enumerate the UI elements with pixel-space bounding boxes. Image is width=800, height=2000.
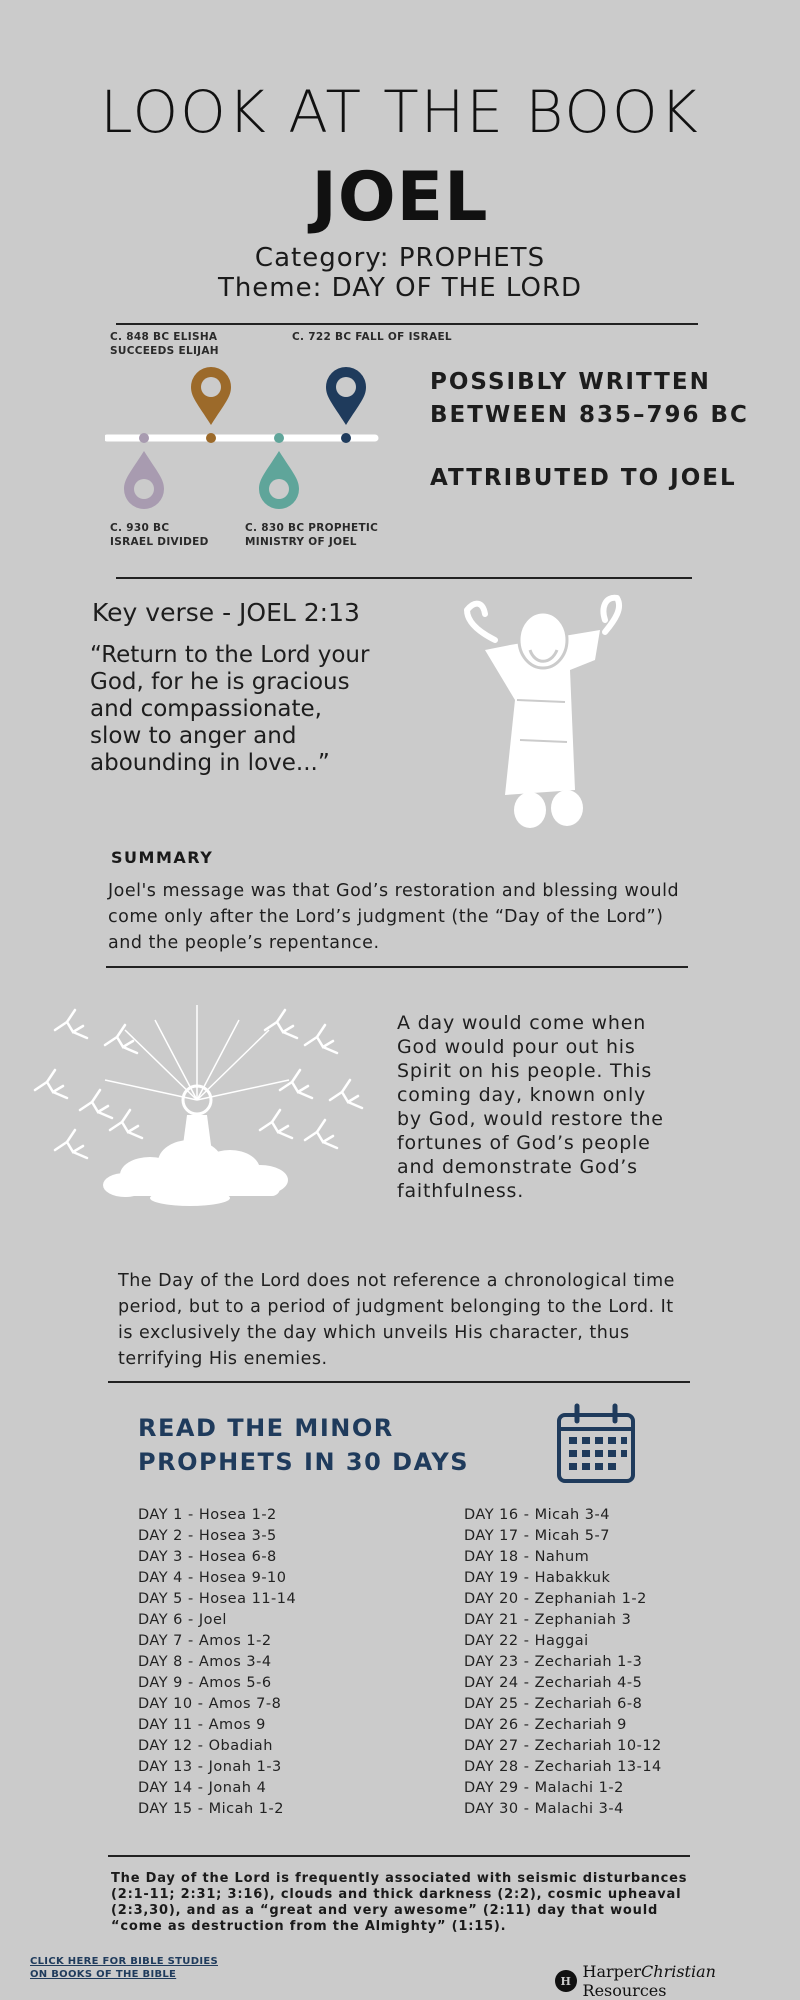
book-title: JOEL (311, 158, 489, 237)
category-line: Category: PROPHETS (254, 243, 546, 273)
timeline-label-830: C. 830 BC PROPHETIC MINISTRY OF JOEL (245, 522, 379, 548)
reading-day-item: DAY 13 - Jonah 1-3 (138, 1759, 282, 1775)
day-of-lord-text: The Day of the Lord does not reference a chronological time period, but to a period of judgment belonging to the Lord. It is exclusively the day which unveils His character, thus terrifying His enemies. (118, 1271, 675, 1369)
reading-plan-right-column (464, 1505, 662, 1820)
reading-day-item: DAY 11 - Amos 9 (138, 1717, 266, 1733)
reading-day-item: DAY 26 - Zechariah 9 (464, 1717, 627, 1733)
reading-plan-left-column (138, 1505, 296, 1820)
reading-day-item: DAY 21 - Zephaniah 3 (464, 1612, 632, 1628)
reading-day-item: DAY 4 - Hosea 9-10 (138, 1570, 287, 1586)
publisher-brand: H HarperChristian Resources (555, 1962, 800, 2000)
summary-text: Joel's message was that God’s restoration and blessing would come only after the Lord’s judgment (the “Day of the Lord”) and the people’s repentance. (108, 881, 680, 953)
reading-day-item: DAY 23 - Zechariah 1-3 (464, 1654, 643, 1670)
reading-day-item: DAY 18 - Nahum (464, 1549, 590, 1565)
reading-day-item: DAY 30 - Malachi 3-4 (464, 1801, 624, 1817)
divider (116, 577, 692, 579)
bible-studies-link[interactable]: CLICK HERE FOR BIBLE STUDIES ON BOOKS OF THE BIBLE (30, 1956, 218, 1980)
reading-day-item: DAY 14 - Jonah 4 (138, 1780, 267, 1796)
timeline-label-848: C. 848 BC ELISHA SUCCEEDS ELIJAH (110, 331, 219, 357)
day-coming-text: A day would come when God would pour out his Spirit on his people. This coming day, known only by God, would restore the fortunes of God’s people and demonstrate God’s faithfulness. (397, 1012, 664, 1202)
timeline-pin-722-icon (326, 367, 366, 443)
calendar-icon (555, 1403, 637, 1485)
reading-day-item: DAY 20 - Zephaniah 1-2 (464, 1591, 647, 1607)
theme-line: Theme: DAY OF THE LORD (217, 273, 583, 303)
divider (108, 1855, 690, 1857)
timeline-label-722: C. 722 BC FALL OF ISRAEL (292, 331, 452, 343)
timeline-label-930: C. 930 BC ISRAEL DIVIDED (110, 522, 209, 548)
footer-note: The Day of the Lord is frequently associated with seismic disturbances (2:1-11; 2:31; 3:16), clouds and thick darkness (2:2), cosmic upheaval (2:3,30), and as a “great and very awesome” (2:11) day that would “come as destruction from the Almighty” (1:15). (111, 1871, 688, 1934)
publisher-logo-icon: H (555, 1970, 577, 1992)
reading-day-item: DAY 3 - Hosea 6-8 (138, 1549, 277, 1565)
reading-day-item: DAY 17 - Micah 5-7 (464, 1528, 610, 1544)
angels-clouds-illustration-icon (15, 1000, 380, 1210)
timeline-pin-930-icon (124, 433, 164, 509)
divider (116, 323, 698, 325)
attributed-author: ATTRIBUTED TO JOEL (430, 465, 737, 491)
reading-day-item: DAY 27 - Zechariah 10-12 (464, 1738, 662, 1754)
reading-day-item: DAY 5 - Hosea 11-14 (138, 1591, 297, 1607)
timeline-pin-830-icon (259, 433, 299, 509)
reading-day-item: DAY 1 - Hosea 1-2 (138, 1507, 277, 1523)
reading-day-item: DAY 22 - Haggai (464, 1633, 589, 1649)
key-verse-quote: “Return to the Lord your God, for he is gracious and compassionate, slow to anger and abounding in love...” (90, 642, 370, 776)
reading-day-item: DAY 19 - Habakkuk (464, 1570, 611, 1586)
reading-day-item: DAY 7 - Amos 1-2 (138, 1633, 272, 1649)
reading-day-item: DAY 10 - Amos 7-8 (138, 1696, 282, 1712)
reading-day-item: DAY 16 - Micah 3-4 (464, 1507, 610, 1523)
reading-day-item: DAY 28 - Zechariah 13-14 (464, 1759, 662, 1775)
reading-day-item: DAY 15 - Micah 1-2 (138, 1801, 284, 1817)
reading-plan-heading: READ THE MINOR PROPHETS IN 30 DAYS (138, 1414, 470, 1476)
page-super-title: LOOK AT THE BOOK (100, 78, 700, 146)
divider (106, 966, 688, 968)
prophet-illustration-icon (455, 590, 635, 835)
reading-day-item: DAY 2 - Hosea 3-5 (138, 1528, 277, 1544)
reading-day-item: DAY 8 - Amos 3-4 (138, 1654, 272, 1670)
divider (108, 1381, 690, 1383)
reading-day-item: DAY 24 - Zechariah 4-5 (464, 1675, 643, 1691)
reading-day-item: DAY 29 - Malachi 1-2 (464, 1780, 624, 1796)
reading-day-item: DAY 12 - Obadiah (138, 1738, 273, 1754)
timeline-graphic (105, 355, 380, 515)
timeline-pin-848-icon (191, 367, 231, 443)
reading-day-item: DAY 25 - Zechariah 6-8 (464, 1696, 643, 1712)
key-verse-heading: Key verse - JOEL 2:13 (92, 598, 360, 627)
written-date: POSSIBLY WRITTEN BETWEEN 835–796 BC (430, 369, 749, 428)
reading-day-item: DAY 6 - Joel (138, 1612, 227, 1628)
summary-heading: SUMMARY (111, 848, 214, 867)
reading-day-item: DAY 9 - Amos 5-6 (138, 1675, 272, 1691)
